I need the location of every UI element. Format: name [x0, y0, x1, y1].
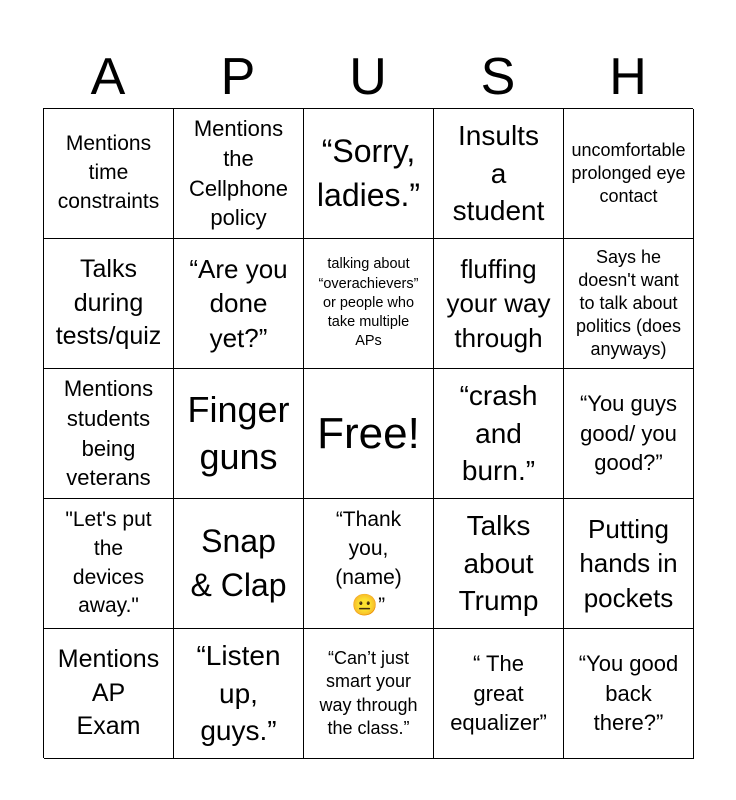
bingo-header — [43, 46, 693, 108]
bingo-cell[interactable]: Mentions students being veterans — [44, 369, 174, 499]
bingo-cell[interactable]: Talks about Trump — [434, 499, 564, 629]
header-letter-a: A — [90, 48, 126, 106]
header-letter-u: U — [349, 48, 387, 106]
bingo-cell[interactable]: Mentions the Cellphone policy — [174, 109, 304, 239]
bingo-cell[interactable]: “Sorry, ladies.” — [304, 109, 434, 239]
bingo-cell[interactable]: uncomfortable prolonged eye contact — [564, 109, 694, 239]
bingo-cell[interactable]: Finger guns — [174, 369, 304, 499]
bingo-grid — [43, 108, 693, 758]
bingo-cell[interactable]: “Listen up, guys.” — [174, 629, 304, 759]
bingo-cell[interactable]: fluffing your way through — [434, 239, 564, 369]
bingo-cell[interactable]: “You guys good/ you good?” — [564, 369, 694, 499]
bingo-cell[interactable]: Mentions time constraints — [44, 109, 174, 239]
bingo-cell[interactable]: “Are you done yet?” — [174, 239, 304, 369]
bingo-cell[interactable]: Mentions AP Exam — [44, 629, 174, 759]
bingo-cell[interactable]: “crash and burn.” — [434, 369, 564, 499]
bingo-cell[interactable]: Talks during tests/quiz — [44, 239, 174, 369]
header-letter-h: H — [609, 48, 647, 106]
bingo-cell[interactable]: “You good back there?” — [564, 629, 694, 759]
bingo-cell[interactable]: “Thank you, (name) 😐” — [304, 499, 434, 629]
bingo-cell[interactable]: Says he doesn't want to talk about politics (does anyways) — [564, 239, 694, 369]
bingo-cell[interactable]: Insults a student — [434, 109, 564, 239]
bingo-cell[interactable]: “ The great equalizer” — [434, 629, 564, 759]
free-space[interactable]: Free! — [304, 369, 434, 499]
bingo-cell[interactable]: Snap & Clap — [174, 499, 304, 629]
bingo-cell[interactable]: “Can’t just smart your way through the class.” — [304, 629, 434, 759]
header-letter-s: S — [480, 48, 516, 106]
bingo-cell[interactable]: talking about “overachievers” or people who take multiple APs — [304, 239, 434, 369]
bingo-cell[interactable]: Putting hands in pockets — [564, 499, 694, 629]
bingo-cell[interactable]: "Let's put the devices away." — [44, 499, 174, 629]
header-letter-p: P — [220, 48, 256, 106]
